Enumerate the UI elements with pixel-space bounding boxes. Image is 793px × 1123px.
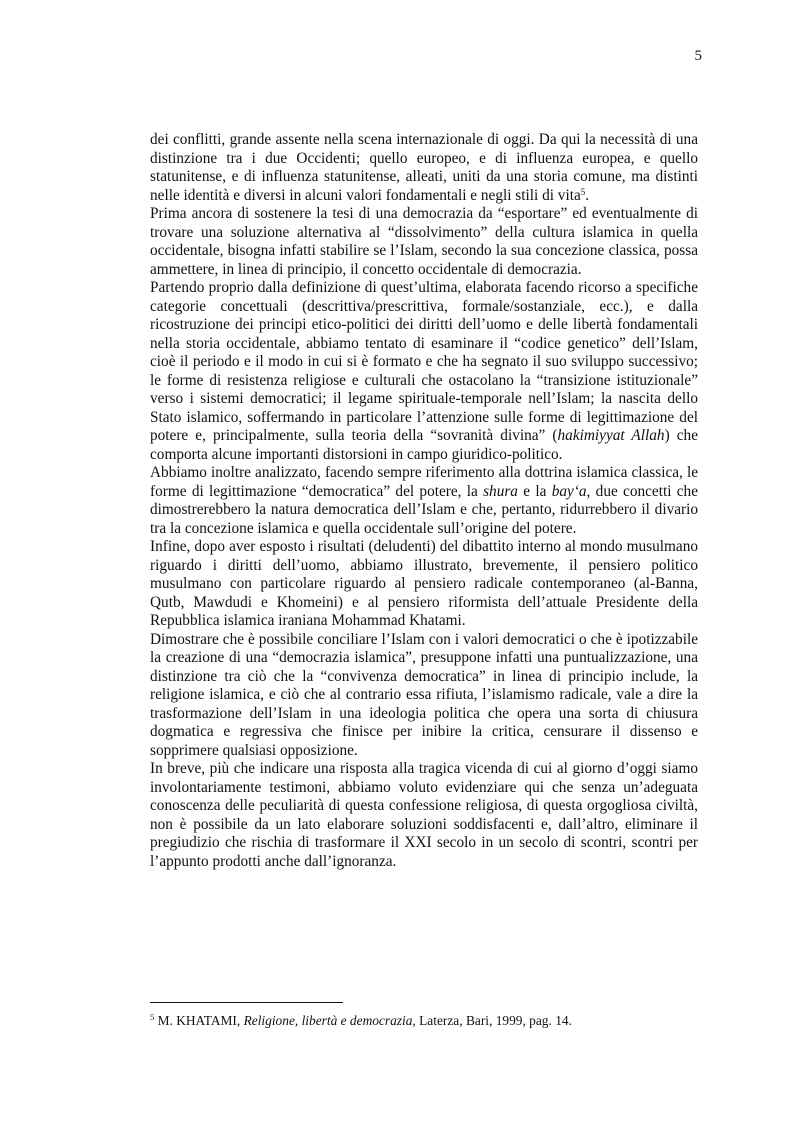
text-run: , due concetti che dimostrerebbero la natura democratica dell’Islam e che, pertanto, ridurrebbero il divario tra la concezione islamica e quella occidentale sull’origine del potere.	[150, 482, 698, 537]
footnote-title: Religione, libertà e democrazia	[243, 1013, 413, 1028]
paragraph	[150, 279, 698, 464]
italic-term: shura	[483, 482, 518, 500]
text-run: ) che comporta alcune importanti distorsioni in campo giuridico-politico.	[150, 427, 698, 463]
paragraph	[150, 464, 698, 538]
text-run: dei conflitti, grande assente nella scena internazionale di oggi. Da qui la necessità di una distinzione tra i due Occidenti; quello europeo, e di influenza europea, e quello statunitense, e di influenza statunitense, alleati, uniti da una storia comune, ma distinti nelle identità e diversi in alcuni valori fondamentali e negli stili di vita	[150, 131, 698, 204]
italic-term: hakimiyyat Allah	[557, 427, 665, 444]
text-run: Prima ancora di sostenere la tesi di una democrazia da “esportare” ed eventualmente di trovare una soluzione alternativa al “dissolvimento” della cultura islamica in quella occidentale, bisogna infatti stabilire se l’Islam, secondo la sua concezione classica, possa ammettere, in linea di principio, il concetto occidentale di democrazia.	[150, 205, 698, 278]
footnote-author: M. KHATAMI,	[157, 1013, 244, 1028]
footnote-divider	[150, 1002, 343, 1003]
paragraph	[150, 538, 698, 631]
footnote-number: 5	[150, 1012, 155, 1022]
footnote-reference[interactable]: 5	[580, 186, 586, 197]
paragraph	[150, 131, 698, 205]
italic-term: bay‘a	[551, 482, 587, 500]
text-run: Infine, dopo aver esposto i risultati (deludenti) del dibattito interno al mondo musulmano riguardo i diritti dell’uomo, abbiamo illustrato, brevemente, il pensiero politico musulmano con particolare riguardo al pensiero radicale contemporaneo (al-Banna, Qutb, Mawdudi e Khomeini) e al pensiero riformista dell’attuale Presidente della Repubblica islamica iraniana Mohammad Khatami.	[150, 538, 698, 629]
text-run: Partendo proprio dalla definizione di quest’ultima, elaborata facendo ricorso a specifiche categorie concettuali (descrittiva/prescrittiva, formale/sostanziale, ecc.), e dalla ricostruzione dei principi etico-politici dei diritti dell’uomo e delle libertà fondamentali nella storia occidentale, abbiamo tentato di esaminare il “codice genetico” dell’Islam, cioè il periodo e il modo in cui si è formato e che ha segnato il suo sviluppo successivo; le forme di resistenza religiose e culturali che ostacolano la “transizione istituzionale” verso i sistemi democratici; il legame spirituale-temporale nell’Islam; la nascita dello Stato islamico, soffermando in particolare l’attenzione sulle forme di legittimazione del potere e, principalmente, sulla teoria della “sovranità divina” (	[150, 279, 698, 444]
paragraph	[150, 205, 698, 279]
page-number: 5	[694, 48, 702, 64]
body-text	[150, 131, 698, 871]
text-run: .	[585, 186, 590, 204]
text-run: Dimostrare che è possibile conciliare l’Islam con i valori democratici o che è ipotizzabile la creazione di una “democrazia islamica”, presuppone infatti una puntualizzazione, una distinzione tra ciò che la “convivenza democratica” in linea di principio include, la religione islamica, e ciò che al contrario essa rifiuta, l’islamismo radicale, vale a dire la trasformazione dell’Islam in una ideologia politica che opera una sorta di chiusura dogmatica e regressiva che finisce per inibire la critica, censurare il dissenso e sopprimere qualsiasi opposizione.	[150, 630, 698, 759]
text-run: Abbiamo inoltre analizzato, facendo sempre riferimento alla dottrina islamica classica, le forme di legittimazione “democratica” del potere, la	[150, 464, 698, 500]
text-run: In breve, più che indicare una risposta alla tragica vicenda di cui al giorno d’oggi siamo involontariamente testimoni, abbiamo voluto evidenziare qui che senza un’adeguata conoscenza delle peculiarità di questa confessione religiosa, di questa orgogliosa civiltà, non è possibile da un lato elaborare soluzioni soddisfacenti e, dall’altro, eliminare il pregiudizio che rischia di trasformare il XXI secolo in un secolo di scontri, scontri per l’appunto prodotti anche dall’ignoranza.	[150, 760, 698, 870]
text-run: e la	[517, 482, 552, 500]
paragraph	[150, 631, 698, 761]
paragraph	[150, 760, 698, 871]
footnote	[150, 1013, 698, 1029]
footnote-publication: , Laterza, Bari, 1999, pag. 14.	[412, 1013, 572, 1028]
